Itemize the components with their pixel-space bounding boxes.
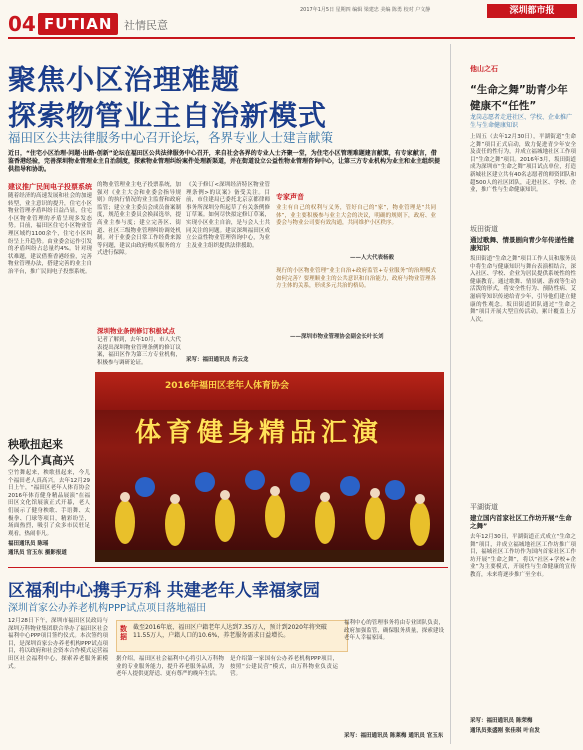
lead-intro: 近日，“住宅小区治理·问题·出路·创新”论坛在福田区公共法律服务中心召开，来自社会各界的专业人士齐聚一堂，为住宅小区管理难题建言献策，有专家献言，借鉴香港经验，完善深圳物业管理业主自治制度，探索物业管理纠纷案件处理新渠道，并在街道设立公益性物业管理咨询中心，让第三方专业机构为业主和业主组织提供指导和协助。 (8, 150, 441, 173)
bottom-headline: 区福利中心携手万科 共建老年人幸福家园 (8, 581, 320, 601)
lead-col4-sig: ——人大代表杨毅 (350, 255, 395, 261)
section-badge (38, 13, 118, 35)
left-credit-2: 通讯员 官玉东 摄影报道 (8, 550, 67, 556)
lead-col4-sig2: ——深圳市物业管理协会副会长叶长刘 (290, 334, 384, 340)
stats-box (116, 620, 348, 652)
lead-subhead: 福田区公共法律服务中心召开论坛，各界专业人士建言献策 (8, 130, 334, 145)
banner-big-text: 体育健身精品汇演 (135, 418, 384, 448)
lead-headline-1: 聚焦小区治理难题 (8, 63, 241, 96)
sidebar-credit-2: 通讯员张盛刚 张佳琪 叶自发 (470, 728, 540, 734)
page-number: 04 (8, 12, 36, 36)
sidebar-sub1-head: 通过歌舞、情景剧向青少年传递性健康知识 (470, 236, 574, 252)
lead-col4-text2: 现行的小区物业管理“业主自治+政府监管+专业服务”的治理模式如何完善？要理顺业主的公共意识和自治能力，政府与物业管理各方主体的关系，形成多元共治的格局。 (276, 268, 436, 290)
section-en: FUTIAN (44, 15, 113, 33)
sidebar-text-3: 去年12月30日，平湖街道正式成立“生命之舞”项目，并成立福城地社区工作坊推广项目，福城社区工作坊作为国内首家社区工作坊开展“生命之舞”，将以“社区+学校+企业”为主要模式，开展性与生命健康的宣传教育，未来将逐步推广至全市。 (470, 534, 576, 578)
sidebar-text-1: 上周五（去年12月30日），平湖街道“生命之舞”项目正式启动，致力促进青少年安全及责任的性行为，并成立福城地社区工作项目“生命之舞”项目。2016年3月，坂田街道成为深圳市“生命之舞”项目试点单位，打造新城社区建立共有40名志愿者的师资团队和超500人的社区团队，走进社区、学校、企业，推广性与生命健康知识。 (470, 134, 576, 194)
lead-col2b-text: 记者了解到，去年10月，市人大代表提出深圳物业管理条例的修订议案，福田区作为第三方专业机构，积极参与调研论证。 (97, 337, 181, 366)
page-header (0, 0, 583, 40)
sidebar-sub2: 平湖街道 (470, 503, 498, 511)
lead-col3-text: 《关于修订<深圳经济特区物业管理条例>的议案》备受关注。目前，市住建局已委托北京京都律师事务所深圳分所起草了有关条例修订草案。如何尽快拟定修订草案，实现小区业主自治，是与会人士共同关注的问题。建议深圳福田区成立公益性物业管理咨询中心，为业主及业主组织提供法律援助。 (186, 182, 270, 249)
lead-col2-text: 的物业管理业主电子投票系统，加强对《业主大会和业委会指导规则》的执行情况的业主监督和政府监管；建立业主委员会成员备案制度，规范业主委员会换届选举，提高业主参与度；建立完善区、街道、社区三级物业管理纠纷调处机制。对于业委会日常工作经费来源等问题，建议由政府购买服务的方式进行保障。 (97, 182, 181, 257)
bottom-col3: 是介绍第一家国有公办养老机构PPP项目，按照“公建民营”模式，由万科物业负责运营。 (230, 656, 338, 678)
sidebar-headline-1: “生命之舞”助青少年 (470, 84, 568, 96)
sidebar-headline-2: 健康不“任性” (470, 100, 537, 112)
bottom-col4: 福利中心的管理事务将由专业团队负责，政府加强监管，确保服务质量，探索建设老年人幸福家园。 (344, 620, 444, 642)
bottom-subhead: 深圳首家公办养老机构PPP试点项目落地福田 (8, 603, 207, 614)
header-divider (8, 37, 575, 39)
bottom-col1: 12月28日下午，深圳市福田区民政局与深圳万科物业集团联合举办了福田区社会福利中心PPP项目签约仪式。本次签约项目，是深圳首家公办养老机构PPP试点项目，将以政府和社会资本合作模式运营福田区社会福利中心，探索养老服务新模式。 (8, 618, 108, 670)
section-divider (8, 567, 448, 568)
banner-line: 2016年福田区老年人体育协会 (165, 381, 290, 391)
dancers-illustration (95, 452, 444, 562)
lead-col4-text: 业主有自己的权利与义务，管好自己的“家”，物业管理是“共同体”，业主要积极参与业主大会的决议，明确的规则下，政府、业委会与物业公司要有效沟通，共同维护小区秩序。 (276, 205, 436, 227)
lead-headline-2: 探索物管业主自治新模式 (8, 99, 328, 132)
performance-photo (95, 372, 444, 562)
lead-col1-head: 建议推广民间电子投票系统 (8, 183, 92, 191)
lead-col3-credit: 采写：福田通讯员 肖云龙 (186, 357, 249, 363)
sidebar-kicker: 他山之石 (470, 65, 498, 73)
left-credit-1: 福田通讯员 陈瑶 (8, 541, 49, 547)
lead-col2-subhead: 深圳物业条例修订积极试点 (97, 327, 175, 335)
stats-text: 截至2016年底，福田区户籍老年人达到7.35万人，预计到2020年将突破11.55万人，户籍人口的10.6%，养老服务需求日益增长。 (133, 624, 327, 639)
header-meta: 2017年1月5日 星期四 编辑 梁建忠 美编 陈勇 校对 户文静 (300, 7, 431, 13)
sidebar-divider (450, 44, 451, 744)
lead-col1-text: 随着经济的高速发展和社会的加速转型，业主意识的提升，住宅小区物业管理矛盾纠纷日益凸显，住宅小区物业管理的矛盾呈现多发态势。目前，福田区住宅小区物业管理区域约1100余个，住宅小区纠纷呈上升趋势。由业委会运作引发的矛盾纠纷占总量约4%。针对现状难题，建议借鉴香港经验，完善物业管理办法，搭建完善的业主自治平台，推广民间电子投票系统。 (8, 193, 92, 275)
stats-label: 数据 (120, 625, 127, 641)
lead-col4-head: 专家声音 (276, 193, 304, 201)
masthead-logo: 深圳都市报 (487, 4, 577, 18)
bottom-col2: 据介绍，福田区社会福利中心将引入万科物业的专业服务能力，提升养老服务品质，为老年人提供更舒适、更有尊严的晚年生活。 (116, 656, 224, 678)
sidebar-credit-1: 采写：福田通讯员 陈荣梅 (470, 718, 533, 724)
section-cn: 社情民意 (124, 19, 168, 32)
sidebar-lede: 龙岗志愿者走进社区、学校、企业推广生与生命健康知识 (470, 114, 573, 129)
bottom-credit: 采写：福田通讯员 陈莱梅 通讯员 官玉东 (344, 733, 444, 739)
sidebar-text-2: 坂田街道“生命之舞”项目工作人员和服务员中将生命与健康知识与舞台表演相结合，深入社区、学校、企业为居民提供系统性的性健康教育。通过歌舞、情景剧、游戏等生动活泼的形式，将安全性行为、预防性病、艾滋病等知识传递给青少年，引导他们建立健康的性观念。坂田街道团队通过“生命之舞”项目开展大型宣传活动，累计覆盖上万人次。 (470, 256, 576, 323)
left-story-text: 空竹舞起来，秧歌扭起来，今儿个福田老人真高兴。去年12月29日上午，“福田区老年人体育协会2016年体育健身精品展演”在福田区文化馆展演正式开幕，老人们展示了健身秧歌、手语舞、太极拳、门球等项目，精彩纷呈，场面热烈，吸引了众多市民驻足观看，热闹非凡。 (8, 470, 90, 537)
stage-banner (95, 372, 444, 410)
sidebar-sub2-head: 建立国内首家社区工作坊开展“生命之舞” (470, 514, 572, 530)
left-headline-2: 今儿个真高兴 (8, 454, 74, 467)
sidebar-sub1: 坂田街道 (470, 225, 498, 233)
left-headline-1: 秧歌扭起来 (8, 438, 63, 451)
